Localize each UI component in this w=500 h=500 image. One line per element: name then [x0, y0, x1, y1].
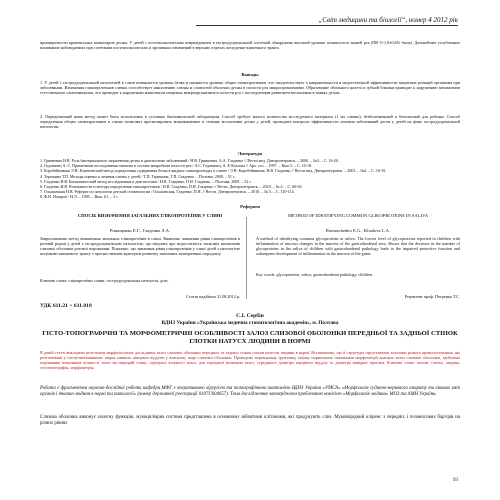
article-affiliation: ВДНЗ України «Українська медична стоматологічна академія», м. Полтава	[161, 320, 339, 326]
literature-item: 8. Ф.И. Назаров / Н.Э. – 1985. – Вып. 61. – 3 с.	[40, 194, 119, 200]
literature-item: 4. Терешина Т.П. Методы оценки и лечения слюны у детей / Т.П. Терешина, Т.П. Гладенко. – Полтава, 2008. – 51 с.	[40, 173, 236, 179]
article-abstract: В даній статті викладено результати морфологічних досліджень залоз слизової оболонки передньої та задньої стінок глотки натусхи людини в нормі. Встановлено, що її структура представлена залозами різного кровопостачання, які розташовані у сполучнотканинних шарах навколо кінцевих відділів у власному шарі слизової оболонки. Проведено порівняльну ґрунтовну оцінку нормальних показників морфометрії власних залоз слизової оболонки, здійснено порівняння показників кількості залоз на передній стінці, середньої кількості залоз, для середньої величини залоз, середнього діаметра кінцевого відділу та діаметра вивідної протоки. Ключові слова: залози, глотка, людина, гістотопографія, морфометрія.	[40, 350, 460, 370]
summary-en-body: A method of identifying common glycoproteins in saliva. The lowest level of glycoproteins reported in children with inflammation of mucous changes in the mucosa of the gastroduodenal area. Shows that the decrease in the number of glycoproteins in the saliva of children with gastroduodenal pathology leads to the impaired protective function and subsequent development of inflammation in the mucosa of the gums.	[256, 236, 460, 256]
summary-en-title: METHOD OF IDENTIFYING COMMON GLIKOPROTEINS IN SALIVA	[287, 213, 429, 218]
literature-item: 7. Ольшанская Н.В. Реферат по патологии детской стоматологии / Ольшанская, Гладенко, П.Н. // Вести. Днепропетровск. – 2010. – № 5. – С. 110-114.	[40, 189, 295, 195]
page-number: 93	[453, 478, 458, 483]
article-author: С.І. Сербін	[236, 313, 264, 319]
literature-item: 3. Коробейникова Э.Н. Клинический метод определения содержания белка в жидких гликопротеидах в слюне / Э.Н. Коробейникова, Н.В. Гладенко // Вести мед. Днепропетровск. – 2001. – №4. – С. 16-19.	[40, 168, 387, 174]
udk-code: УДК 611.21 + 611.018	[40, 303, 92, 309]
summary-en-authors: Romaschenko E.G., Kliadova L.A.	[325, 228, 391, 233]
literature-heading: Литература	[237, 151, 263, 156]
column-divider	[246, 217, 247, 299]
article-intro: Робота є фрагментом науково-дослідної роботи кафедри МФГ з оперативною хірургією та топографічною анатомією ВДНЗ України «УМСА» «Морфологія судинно-нервового апарату та вікових змін органів і тканин людини в нормі та патології» (номер державної реєстрації 0107U004657). Тема дослідження затверджена проблемною комісією «Морфологія людини» МОЗ та АМН України.	[40, 386, 460, 397]
summary-ua-keywords: Ключові слова: глікопротеїни слини, гастродуоденальна патологія, діти.	[40, 278, 169, 283]
summary-en-keywords: Key words: glycoproteins, saliva, gastroduodenal pathology, children.	[256, 272, 374, 277]
top-paragraph: проницаемости кровеносных капилляров десны. У детей с постгипоксическим повреждением в гастродуоденальной системой обнаружено высокий уровень поликистоза тканей рта (ПВ 5+1,9±0,6% была). Дальнейшее углубленное понимание наблюдаемых при сочетании постгипоксических и эрозивных изменений в верхних отделах желудочно-кишечного тракта.	[40, 40, 460, 50]
literature-item: 6. Гладенко Н.В. Возможности и методы определения гликопротеинов / Н.В. Гладенко, П.Н. Гладенко // Вести. Днепропетровск. – 2010. – № 4. – С. 60-63.	[40, 184, 303, 190]
literature-list	[40, 158, 460, 200]
conclusion-item: 2. Определяемый нами метод может быть использован в условиях биохимической лаборатории. Способ требует малого количества исследуемого материала (1 мл слюны), безболезненный и безопасный для ребенка. Способ определения общих гликопротеинов в слюне позволяет прогнозировать возникновение и течение воспаления десны у детей, проводить контроль эффективности лечения заболеваний десен у детей на фоне гастродуоденальной патологии.	[40, 114, 460, 129]
summary-heading: Реферати	[240, 204, 260, 209]
literature-item: 2. Годованец А. С. Применение исследования глюкозы в составе микробиом полости рта / А.С. Годованец, А. Р. Козлова // Арх. сто. – 1997. – Вып 5. – С. 16-18.	[40, 163, 312, 169]
article-body: Слизова оболонка виконує захисну функцію, мукоциліарна система представлена в основному війчатими клітинами, які продукують слиз. Муковіцидний кліренс з передніх і позаносових бар'єрів на різних рівнях	[40, 415, 460, 426]
running-header: „Світ медицини та біології“, номер 4 2012 рік	[196, 16, 458, 26]
literature-item: 1. Гринкевич Н.В. Роль бактериального загрязнения десны в диагностике заболеваний / Н.В. Гринкевич, А.А. Гладенко // Вести мед. Днепропетровск. – 2006. – №4. – С. 16-20.	[40, 158, 339, 163]
literature-item: 5. Гладенко Н.В. Биохимический метод исследования и диагностики / Н.В. Гладенко, П.Н. Гладенко. – Полтава, 2009. – 52 с.	[40, 178, 253, 184]
conclusion-item: 1. У детей с гастродуоденальной патологией в слизи повышается уровень белка и снижается уровень общих гликопротеинов, что свидетельствует о направленности и недостаточной эффективности защитных реакций организма при заболевании. Изменения гликопротеинов слюны способствует накоплению слюны и слизистой оболочки десны в полости рта микроорганизмами. Образование обильного налета и зубной бляшки приводит к нарушению механизмов естественного самоочищения, что приводит к нарушению комплексов пищевых микроорганизмов в полости рта с последующим развитием воспаления в тканях десны.	[40, 80, 460, 95]
summary-ua-authors: Ромащенко Е.Г., Гладенко Л.А.	[109, 228, 171, 233]
received-date: Стаття надійшла 31.08.2012 р.	[186, 294, 240, 299]
summary-ua-body: Запропоновано метод визначення загальних глікопротеїнів в слині. Виявлено зниження рівня глікопротеїнів в ротовій рідині у дітей з гастродуоденальною патологією, що свідчить про недостатність захисних механізмів слизової оболонки ротової порожнини. Показано, що зниження рівня глікопротеїнів у слині дітей з патологією шлунково-кишкового тракту є прогностичним критерієм розвитку запальних захворювань пародонту.	[40, 236, 240, 256]
article-title: ГІСТО-ТОПОГРАФІЧНІ ТА МОРФОМЕТРИЧНІ ОСОБЛИВОСТІ ЗАЛОЗ СЛИЗОВОЇ ОБОЛОНКИ ПЕРЕДНЬОЇ ТА ЗАДНЬОЇ СТІНОК ГЛОТКИ НАТУСХ ЛЮДИНИ В НОРМІ	[42, 330, 458, 345]
reviewer: Рецензент проф. Петренко Т.С.	[404, 294, 460, 299]
summary-ua-title: СПОСІБ ВИЗНАЧЕННЯ ЗАГАЛЬНИХ ГЛІКОПРОТЕЇНІВ У СЛИНІ	[77, 213, 223, 218]
conclusions-heading: Выводы	[241, 72, 259, 77]
